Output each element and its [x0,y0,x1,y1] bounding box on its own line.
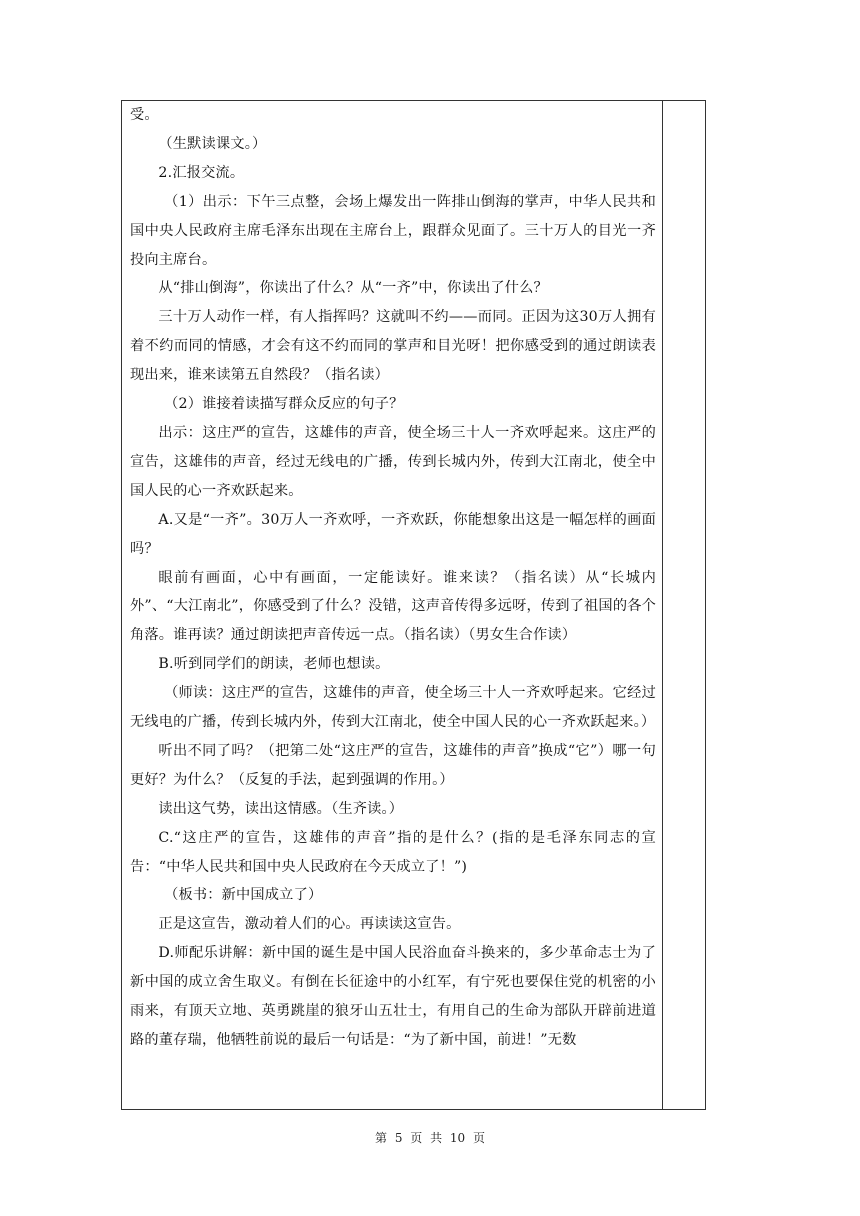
paragraph: 受。 [130,107,159,123]
paragraph: （板书：新中国成立了） [164,887,323,904]
paragraph: A.又是“一齐”。30万人一齐欢呼，一齐欢跃，你能想象出这是一幅怎样的画面吗？ [130,511,656,557]
table-column-divider [662,100,663,1110]
paragraph: 三十万人动作一样，有人指挥吗？这就叫不约——而同。正因为这30万人拥有着不约而同的情感，才会有这不约而同的掌声和目光呀！把你感受到的通过朗读表现出来，谁来读第五自然段？（指名读） [130,309,656,384]
paragraph: （师读：这庄严的宣告，这雄伟的声音，使全场三十人一齐欢呼起来。它经过无线电的广播，传到长城内外，传到大江南北，使全中国人民的心一齐欢跃起来。） [130,685,656,731]
paragraph: 出示：这庄严的宣告，这雄伟的声音，使全场三十人一齐欢呼起来。这庄严的宣告，这雄伟的声音，经过无线电的广播，传到长城内外，传到大江南北，使全中国人民的心一齐欢跃起来。 [130,424,656,499]
paragraph: 听出不同了吗？（把第二处“这庄严的宣告，这雄伟的声音”换成“它”）哪一句更好？为什么？（反复的手法，起到强调的作用。） [130,742,656,788]
lesson-content [130,101,656,1055]
paragraph: B.听到同学们的朗读，老师也想读。 [158,656,390,673]
paragraph: （生默读课文。） [158,135,267,152]
paragraph: D.师配乐讲解：新中国的诞生是中国人民浴血奋斗换来的，多少革命志士为了新中国的成立舍生取义。有倒在长征途中的小红军，有宁死也要保住党的机密的小雨来，有顶天立地、英勇跳崖的狼牙山五壮士，有用自己的生命为部队开辟前进道路的董存瑞，他牺牲前说的最后一句话是：“为了新中国，前进！”无数 [130,945,656,1048]
paragraph: 2.汇报交流。 [158,164,245,181]
paragraph: 正是这宣告，激动着人们的心。再读读这宣告。 [158,916,461,933]
paragraph: （1）出示：下午三点整，会场上爆发出一阵排山倒海的掌声，中华人民共和国中央人民政府主席毛泽东出现在主席台上，跟群众见面了。三十万人的目光一齐投向主席台。 [130,193,656,268]
paragraph: 从“排山倒海”，你读出了什么？从“一齐”中，你读出了什么？ [158,280,548,297]
paragraph: 眼前有画面，心中有画面，一定能读好。谁来读？（指名读）从“长城内外”、“大江南北”，你感受到了什么？没错，这声音传得多远呀，传到了祖国的各个角落。谁再读？通过朗读把声音传远一点。（指名读）（男女生合作读） [130,569,656,644]
paragraph: （2）谁接着读描写群众反应的句子？ [164,396,404,413]
paragraph: 读出这气势，读出这情感。（生齐读。） [158,800,404,817]
page-number-footer: 第 5 页 共 10 页 [375,1131,485,1145]
paragraph: C.“这庄严的宣告，这雄伟的声音”指的是什么？(指的是毛泽东同志的宣告：“中华人民共和国中央人民政府在今天成立了！”) [130,829,656,875]
